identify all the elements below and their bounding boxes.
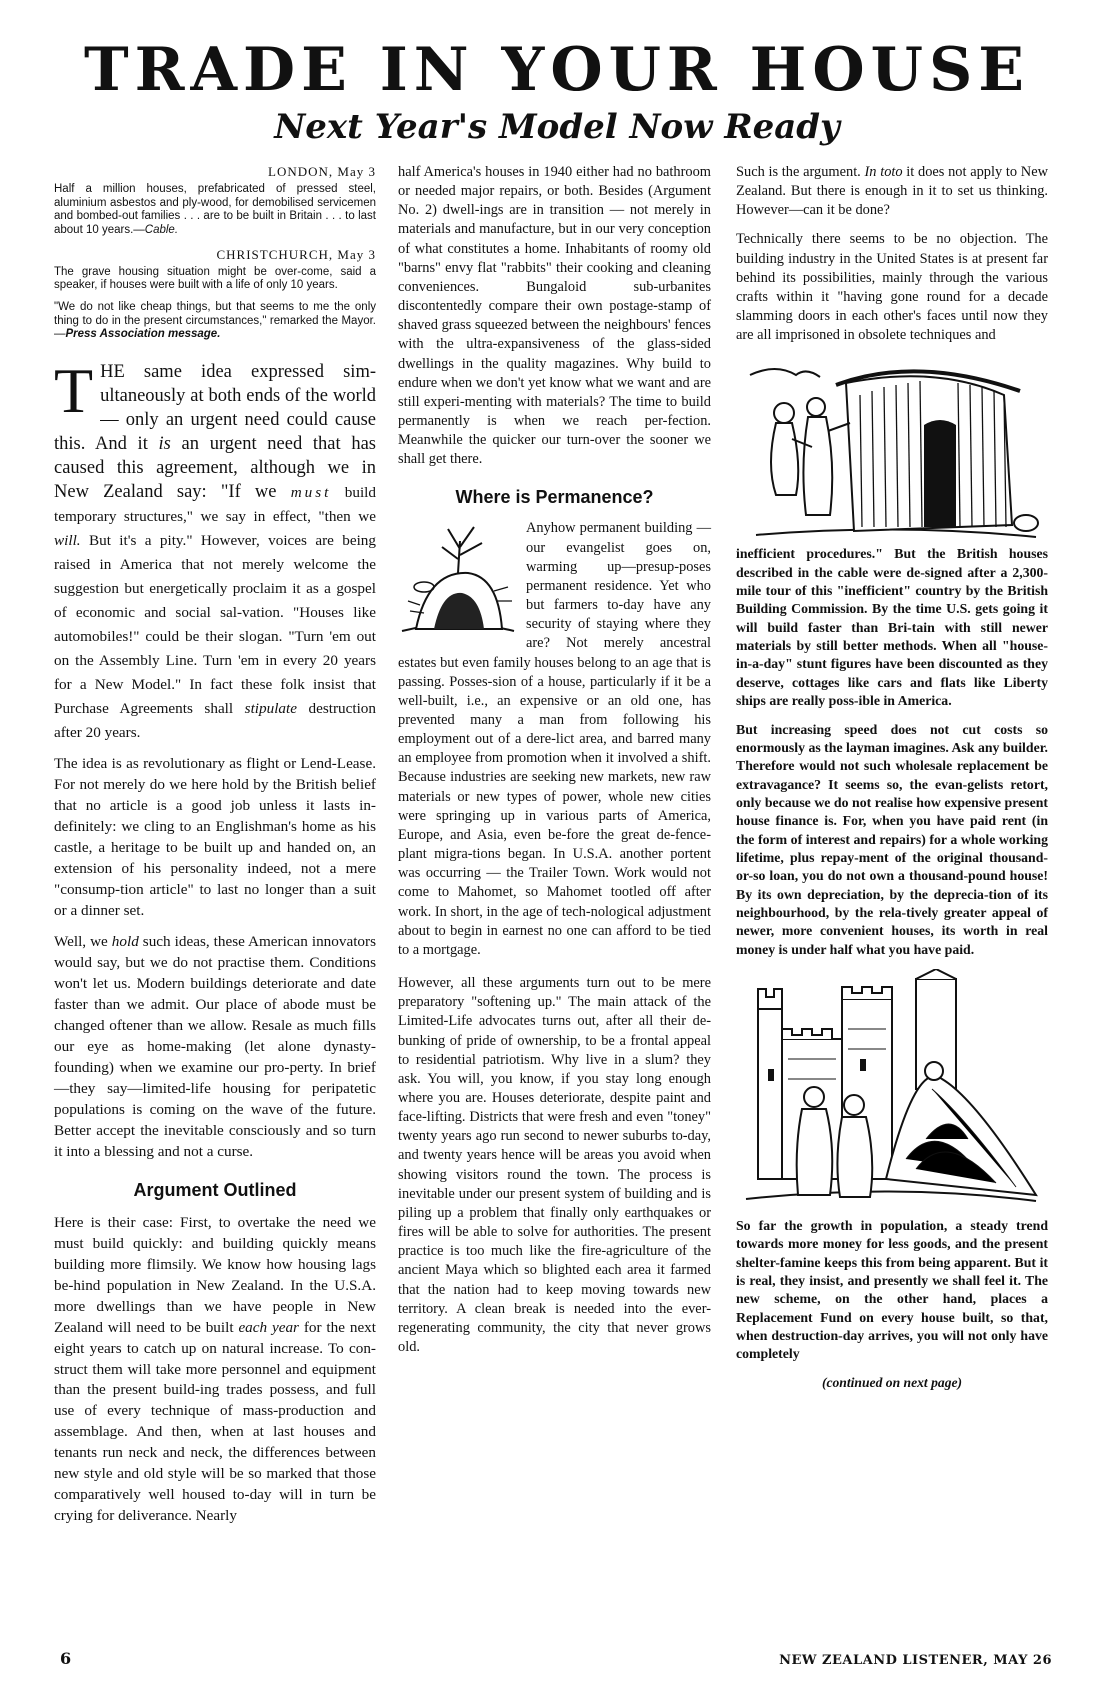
paragraph: Anyhow permanent building — our evangelist goes on, warming up—presup-poses permanent residence. Yet who but farmers to-day have any security of staying where they are? Not merely ancestral estates but even family houses belong to an age that is passing. Posses-sion of a house, particularly if it be a well-built, i.e., an expensive or an old one, has prevented many a man from following his employment out of a dere-lict area, and barred many an employee from promotion when it involved a shift. Because industries are seeking new markets, new raw materials or new types of power, whole new cities were springing up in various parts of America, Europe, and Asia, even be-fore the great de-fence-plant migra-tions began. In U.S.A. another portent was occurring — the Trailer Town. Work would not come to Mahomet, so Mahomet tootled off after work. In short, in the age of tech-nological adjustment about to begin in earnest no one can afford to be tied to a mortgage. bbox=[398, 520, 711, 958]
paragraph: But increasing speed does not cut costs so enormously as the layman imagines. Ask any builder. Therefore would not such wholesale replacement be extravagance? It seems so, the evan-gelists retort, only because we do not realise how expensive present house finance is. For, when you have paid rent (in the form of interest and repairs) for a whole working lifetime, plus repay-ment of the original thousand-or-so loan, you do not own a thousand-pound house! By its own depreciation, by the deprecia-tion of its neighbourhood, by the rela-tively greater appeal of newer, more convenient houses, its worth in real money is under half what you have paid. bbox=[736, 721, 1048, 957]
paragraph: Such is the argument. In toto it does not apply to New Zealand. But there is enough in it to set us thinking. However—can it be done? bbox=[736, 164, 1048, 219]
cave-dwelling-illustration bbox=[398, 521, 518, 639]
subheadline: Next Year's Model Now Ready bbox=[274, 107, 840, 147]
cable-london: Half a million houses, prefabricated of pressed steel, aluminium asbestos and ply-wood, for demobilised servicemen and bombed-out families . . . are to be built in Britain . . . to last about 10 years.—Cable. bbox=[54, 183, 376, 236]
column-1 bbox=[54, 163, 376, 1537]
dateline-london: LONDON, May 3 bbox=[268, 164, 376, 179]
paragraph: half America's houses in 1940 either had no bathroom or needed major repairs, or both. Besides (Argument No. 2) dwell-ings are in transition — not merely in materials and manufacture, but in our very conception of what constitutes a home. Inhabitants of roomy old "barns" envy flat "rabbits" their cooking and cleaning conveniences. Bungaloid sub-urbanites discontentedly compare their own postage-stamp of shaved grass squeezed between the neighbours' fences with the ultra-expansiveness of the glass-sided dwellings in the quality magazines. Why build to endure when we don't yet know what we want and are still experi-menting with materials? The time to build permanently is when we reach per-fection. Meanwhile the quicker our turn-over the sooner we shall get there. bbox=[398, 164, 711, 468]
masthead-footer: NEW ZEALAND LISTENER, MAY 26 bbox=[779, 1653, 1052, 1668]
cable-mayor: "We do not like cheap things, but that seems to me the only thing to do in the present circumstances," remarked the Mayor.—Press Association message. bbox=[54, 300, 376, 341]
paragraph: inefficient procedures." But the British houses described in the cable were de-signed after a 2,300-mile tour of this "inefficient" country by the British Building Commission. By the time U.S. gets going it will build faster than Bri-tain with still newer materials by still better methods. When all "house-in-a-day" stunt figures have been discounted as they deserve, cottages like cars and flats like Liberty ships are really poss-ible in America. bbox=[736, 546, 1048, 709]
castle-illustration bbox=[736, 969, 1048, 1209]
thatched-hut-illustration bbox=[736, 355, 1048, 545]
column-2 bbox=[398, 163, 711, 1367]
continued-note: (continued on next page) bbox=[821, 1374, 963, 1390]
headline: TRADE IN YOUR HOUSE bbox=[83, 35, 1031, 105]
paragraph: Here is their case: First, to overtake the need we must build quickly: and building quickly means building more flimsily. We know how housing lags be-hind population in New Zealand. In the U.S.A. more dwellings than we have people in New Zealand will need to be built each year for the next eight years to catch up on natural increase. To con-struct them will take more personnel and equipment than the present build-ing trades possess, and full use of every technique of mass-production and assemblage. And then, when at last houses and tenants run neck and neck, the differences between new style and old style will be so marked that those comparatively well housed to-day will in turn be crying for deliverance. Nearly bbox=[54, 1213, 376, 1525]
paragraph: Technically there seems to be no objection. The building industry in the United States is at present far behind its possibilities, mainly through the various crafts within it "having gone round for a decade slamming doors in each other's faces until now they are all imprisoned in obsolete techniques and bbox=[736, 231, 1048, 344]
paragraph: The idea is as revolutionary as flight or Lend-Lease. For not merely do we here hold by the British belief that no article is a good job unless it lasts in-definitely: we cling to an Englishman's home as his castle, a heritage to be built up and handed on, an extension of his personality indeed, not a mere "consump-tion article" to last no longer than a suit or a dinner set. bbox=[54, 755, 376, 920]
paragraph: Well, we hold such ideas, these American innovators would say, but we do not practise them. Conditions won't let us. Modern buildings deteriorate and date faster than we admit. Our place of abode must be changed oftener than we allow. Resale as much fills our eye as home-making (let alone dynasty-founding) when we examine our pro-perty. In brief—they say—limited-life housing for peripatetic populations is coming on the wave of the future. Better accept the inevitable consciously and so turn it into a blessing and not a curse. bbox=[54, 933, 376, 1160]
cable-christchurch: The grave housing situation might be over-come, said a speaker, if houses were built with a life of only 10 years. bbox=[54, 265, 376, 292]
paragraph: So far the growth in population, a steady trend towards more money for less goods, and the present shelter-famine keeps this from being apparent. But it is real, they insist, and presently we shall feel it. The new scheme, on the other hand, places a Replacement Fund on every house built, so that, when destruction-day arrives, you will not only have completely bbox=[736, 1217, 1048, 1362]
page-number: 6 bbox=[60, 1649, 72, 1668]
drop-cap: T bbox=[54, 354, 94, 426]
dateline-christchurch: CHRISTCHURCH, May 3 bbox=[216, 246, 376, 262]
paragraph: However, all these arguments turn out to be mere preparatory "softening up." The main attack of the Limited-Life advocates turns out, after all their de-bunking of pride of ownership, to be a frontal appeal to residential patriotism. Why live in a slum? they ask. You will, you know, if you stay long enough where you are. Houses deteriorate, despite paint and face-lifting. Districts that were fresh and even "toney" twenty years ago run second to newer suburbs to-day, and twenty years hence will be areas you avoid when showing visitors round the town. The process is inevitable under our present system of building and is piling up a problem that finally only earthquakes or fires will be able to solve for authorities. The present practice is too much like the fire-agriculture of the ancient Maya which so blighted each area it farmed that the nation had to keep moving towards new territory. A clean break is needed into the ever-regenerating community, the city that never grows old. bbox=[398, 975, 711, 1355]
column-3 bbox=[736, 163, 1048, 1392]
lead-paragraph: THE same idea expressed sim-ultaneously at both ends of the world — only an urgent need could cause this. And it is an urgent need that has caused this agreement, although we in New Zealand say: "If we must build temporary structures," we say in effect, "then we will. But it's a pity." However, voices are being raised in America that not merely welcome the suggestion but energetically proclaim it as a gospel of economic and social sal-vation. "Houses like automobiles!" could be their slogan. "Turn 'em out on the Assembly Line. Turn 'em in every 20 years for a New Model." In fact these folk insist that Purchase Agreements shall stipulate destruction after 20 years. bbox=[54, 354, 376, 742]
subtitle-argument-outlined: Argument Outlined bbox=[133, 1179, 297, 1200]
subtitle-where-is-permanence: Where is Permanence? bbox=[455, 486, 654, 507]
